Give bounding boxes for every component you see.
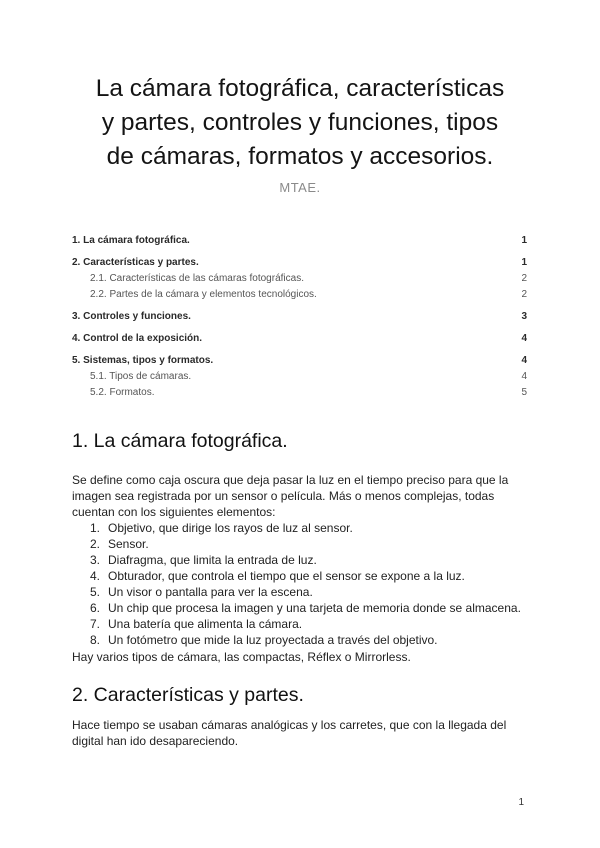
list-item-number: 7. xyxy=(89,617,100,631)
list-item-text: Un visor o pantalla para ver la escena. xyxy=(108,585,313,599)
list-item-text: Un chip que procesa la imagen y una tarjeta de memoria donde se almacena. xyxy=(108,601,521,615)
list-item-text: Obturador, que controla el tiempo que el sensor se expone a la luz. xyxy=(108,569,465,583)
paragraph-line: Hace tiempo se usaban cámaras analógicas y los carretes, que con la llegada del xyxy=(72,718,507,732)
title-line: La cámara fotográfica, características xyxy=(95,75,505,102)
list-item-number: 3. xyxy=(89,553,100,567)
list-item-number: 5. xyxy=(89,585,100,599)
toc-entry-page: 4 xyxy=(521,355,527,366)
title-line: de cámaras, formatos y accesorios. xyxy=(106,143,494,170)
toc-entry-label: 2.1. Características de las cámaras fotográficas. xyxy=(90,273,304,284)
toc-entry-label: 3. Controles y funciones. xyxy=(72,311,191,322)
paragraph-line: digital han ido desapareciendo. xyxy=(72,734,239,748)
toc-entry-label: 2. Características y partes. xyxy=(72,257,199,268)
list-item xyxy=(72,520,532,536)
list-item xyxy=(72,584,532,600)
toc-entry-label: 4. Control de la exposición. xyxy=(72,333,203,344)
list-item-number: 1. xyxy=(89,521,100,535)
toc-entry-page: 2 xyxy=(521,289,527,300)
list-item xyxy=(72,568,532,584)
paragraph-line: Hay varios tipos de cámara, las compactas, Réflex o Mirrorless. xyxy=(72,650,411,664)
toc-entry-page: 5 xyxy=(521,387,527,398)
list-item-text: Una batería que alimenta la cámara. xyxy=(108,617,303,631)
toc-entry-label: 5.2. Formatos. xyxy=(90,387,155,398)
toc-entry[interactable] xyxy=(72,233,527,249)
list-item xyxy=(72,632,532,648)
toc-entry-label: 1. La cámara fotográfica. xyxy=(72,235,190,246)
section-heading: 1. La cámara fotográfica. xyxy=(72,430,288,452)
list-item-text: Objetivo, que dirige los rayos de luz al sensor. xyxy=(108,521,353,535)
document-subtitle: MTAE. xyxy=(279,180,321,195)
list-item-number: 2. xyxy=(89,537,100,551)
toc-subentry[interactable] xyxy=(72,271,527,287)
toc-entry-label: 5. Sistemas, tipos y formatos. xyxy=(72,355,214,366)
list-item-number: 6. xyxy=(89,601,100,615)
list-item-text: Un fotómetro que mide la luz proyectada a través del objetivo. xyxy=(108,633,438,647)
paragraph-line: cuentan con los siguientes elementos: xyxy=(72,505,276,519)
table-of-contents xyxy=(72,233,527,401)
toc-entry[interactable] xyxy=(72,353,527,369)
list-item xyxy=(72,536,532,552)
section-paragraph xyxy=(72,649,532,665)
paragraph-line: imagen sea registrada por un sensor o película. Más o menos complejas, todas xyxy=(72,489,495,503)
title-line: y partes, controles y funciones, tipos xyxy=(101,109,499,136)
toc-entry[interactable] xyxy=(72,309,527,325)
toc-entry-page: 1 xyxy=(521,257,527,268)
toc-entry-label: 2.2. Partes de la cámara y elementos tecnológicos. xyxy=(90,289,317,300)
list-item-number: 8. xyxy=(89,633,100,647)
list-item-text: Diafragma, que limita la entrada de luz. xyxy=(108,553,317,567)
toc-subentry[interactable] xyxy=(72,369,527,385)
list-item-text: Sensor. xyxy=(108,537,149,551)
paragraph-line: Se define como caja oscura que deja pasar la luz en el tiempo preciso para que la xyxy=(72,473,509,487)
toc-entry-page: 2 xyxy=(521,273,527,284)
toc-entry[interactable] xyxy=(72,255,527,271)
toc-entry-page: 3 xyxy=(521,311,527,322)
toc-subentry[interactable] xyxy=(72,385,527,401)
section-paragraph xyxy=(72,717,532,749)
section-paragraph xyxy=(72,472,532,520)
toc-entry-page: 4 xyxy=(521,333,527,344)
toc-subentry[interactable] xyxy=(72,287,527,303)
document-title xyxy=(60,72,540,174)
list-item xyxy=(72,600,532,616)
toc-entry-page: 1 xyxy=(521,235,527,246)
section-heading: 2. Características y partes. xyxy=(72,684,304,706)
list-item-number: 4. xyxy=(89,569,100,583)
page-number: 1 xyxy=(518,797,524,808)
list-item xyxy=(72,616,532,632)
toc-entry-page: 4 xyxy=(521,371,527,382)
toc-entry[interactable] xyxy=(72,331,527,347)
toc-entry-label: 5.1. Tipos de cámaras. xyxy=(90,371,192,382)
list-item xyxy=(72,552,532,568)
ordered-list xyxy=(72,520,532,648)
